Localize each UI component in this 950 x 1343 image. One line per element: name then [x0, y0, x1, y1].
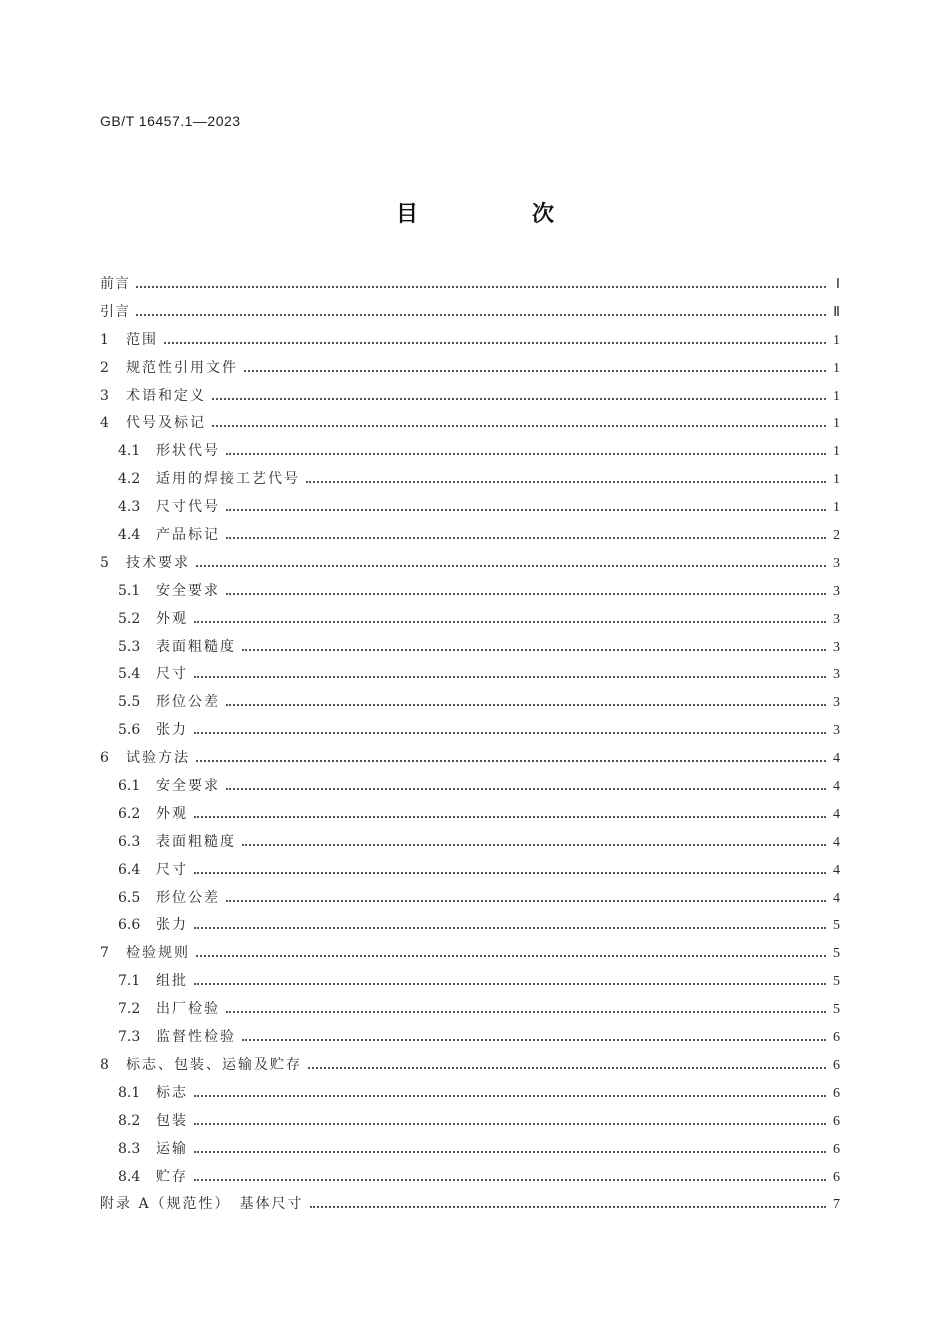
toc-entry-number: 4.3	[118, 499, 141, 516]
toc-entry-number: 1	[100, 331, 109, 348]
toc-entry[interactable]	[100, 1191, 840, 1219]
dot-leader	[306, 480, 826, 483]
toc-entry-page: 4	[833, 806, 840, 822]
toc-entry[interactable]	[100, 968, 840, 996]
dot-leader	[194, 620, 826, 623]
toc-entry[interactable]	[100, 661, 840, 689]
dot-leader	[194, 815, 826, 818]
dot-leader	[242, 1038, 826, 1041]
toc-entry-number: 5.4	[118, 666, 141, 683]
dot-leader	[308, 1066, 826, 1069]
toc-entry[interactable]	[100, 271, 840, 299]
toc-entry-title: 张力	[156, 722, 188, 739]
toc-entry-title: 前言	[100, 276, 130, 292]
toc-entry-title: 适用的焊接工艺代号	[156, 471, 300, 488]
toc-entry-page: Ⅰ	[835, 277, 840, 292]
toc-entry[interactable]	[100, 299, 840, 327]
toc-entry-page: 5	[833, 946, 840, 962]
toc-entry[interactable]	[100, 606, 840, 634]
dot-leader	[244, 369, 826, 372]
toc-entry-number: 8.1	[118, 1084, 141, 1101]
toc-entry-page: 6	[833, 1113, 840, 1129]
toc-entry-number: 4.2	[118, 471, 141, 488]
toc-entry[interactable]	[100, 578, 840, 606]
toc-entry-page: 3	[833, 667, 840, 683]
toc-entry-page: 4	[833, 890, 840, 906]
toc-entry-title: 出厂检验	[156, 1001, 220, 1018]
dot-leader	[212, 397, 826, 400]
toc-entry-page: 1	[833, 360, 840, 376]
dot-leader	[226, 899, 826, 902]
toc-entry-title: 标志、包装、运输及贮存	[126, 1056, 302, 1073]
toc-entry-title: 检验规则	[126, 945, 190, 962]
toc-entry-number: 8	[100, 1056, 109, 1073]
toc-entry[interactable]	[100, 912, 840, 940]
toc-entry-page: 3	[833, 639, 840, 655]
toc-entry[interactable]	[100, 940, 840, 968]
toc-entry-page: 1	[833, 416, 840, 432]
toc-entry[interactable]	[100, 717, 840, 745]
dot-leader	[226, 703, 826, 706]
toc-entry[interactable]	[100, 466, 840, 494]
toc-entry-page: 4	[833, 834, 840, 850]
toc-entry[interactable]	[100, 410, 840, 438]
toc-entry-page: 6	[833, 1169, 840, 1185]
dot-leader	[226, 508, 826, 511]
toc-entry-number: 7.1	[118, 973, 141, 990]
toc-entry-title: 尺寸	[156, 666, 188, 683]
toc-entry[interactable]	[100, 1052, 840, 1080]
toc-entry-page: 1	[833, 388, 840, 404]
toc-entry-page: 3	[833, 611, 840, 627]
dot-leader	[212, 424, 826, 427]
dot-leader	[226, 452, 826, 455]
toc-entry-title: 安全要求	[156, 778, 220, 795]
toc-entry[interactable]	[100, 355, 840, 383]
dot-leader	[194, 871, 826, 874]
toc-entry-title: 表面粗糙度	[156, 638, 236, 655]
toc-entry[interactable]	[100, 1024, 840, 1052]
dot-leader	[194, 982, 826, 985]
toc-entry[interactable]	[100, 1136, 840, 1164]
toc-entry-number: 3	[100, 387, 109, 404]
toc-entry-page: 6	[833, 1030, 840, 1046]
dot-leader	[196, 759, 826, 762]
toc-entry[interactable]	[100, 745, 840, 773]
toc-entry[interactable]	[100, 801, 840, 829]
toc-entry-page: 6	[833, 1141, 840, 1157]
toc-entry[interactable]	[100, 1108, 840, 1136]
dot-leader	[194, 1150, 826, 1153]
dot-leader	[194, 1094, 826, 1097]
toc-entry[interactable]	[100, 494, 840, 522]
toc-entry-title: 代号及标记	[126, 415, 206, 432]
toc-entry-page: 3	[833, 555, 840, 571]
toc-entry[interactable]	[100, 438, 840, 466]
toc-entry[interactable]	[100, 383, 840, 411]
toc-entry[interactable]	[100, 857, 840, 885]
toc-entry-title: 包装	[156, 1112, 188, 1129]
toc-entry-title: 形状代号	[156, 443, 220, 460]
dot-leader	[196, 564, 826, 567]
toc-entry-number: 7.3	[118, 1029, 141, 1046]
toc-entry-number: 4.4	[118, 527, 141, 544]
toc-entry-title: 引言	[100, 303, 130, 320]
toc-entry-title: 表面粗糙度	[156, 833, 236, 850]
toc-entry-title: 规范性引用文件	[126, 359, 238, 376]
toc-entry[interactable]	[100, 996, 840, 1024]
toc-entry-number: 6.3	[118, 833, 141, 850]
toc-entry-page: 4	[833, 779, 840, 795]
toc-entry-title: 运输	[156, 1140, 188, 1157]
toc-entry-title: 标志	[156, 1084, 188, 1101]
dot-leader	[164, 341, 826, 344]
toc-entry-title: 安全要求	[156, 582, 220, 599]
toc-entry-number: 5.2	[118, 610, 141, 627]
toc-entry[interactable]	[100, 327, 840, 355]
toc-entry-title: 术语和定义	[126, 387, 206, 404]
toc-entry-title: 贮存	[156, 1168, 188, 1185]
toc-entry[interactable]	[100, 550, 840, 578]
toc-entry-page: 2	[833, 528, 840, 544]
toc-entry-number: 8.3	[118, 1140, 141, 1157]
toc-entry-title: 形位公差	[156, 694, 220, 711]
toc-entry-number: 6.2	[118, 805, 141, 822]
toc-entry-page: 4	[833, 862, 840, 878]
toc-title: 目 次	[395, 202, 600, 227]
toc-entry-number: 5.5	[118, 694, 141, 711]
dot-leader	[226, 787, 826, 790]
toc-entry-number: 4.1	[118, 443, 141, 460]
toc-entry-title: 尺寸代号	[156, 499, 220, 516]
toc-entry-number: 7	[100, 945, 109, 962]
toc-entry-number: 6.4	[118, 861, 141, 878]
toc-entry[interactable]	[100, 773, 840, 801]
toc-entry-title: 外观	[156, 805, 188, 822]
toc-entry-title: 张力	[156, 917, 188, 934]
dot-leader	[242, 843, 826, 846]
toc-entry[interactable]	[100, 689, 840, 717]
toc-entry-number: 4	[100, 415, 109, 432]
toc-entry-number: 5.1	[118, 582, 141, 599]
toc-entry-number: 7.2	[118, 1001, 141, 1018]
toc-entry-title: 监督性检验	[156, 1029, 236, 1046]
toc-entry-page: 5	[833, 974, 840, 990]
dot-leader	[194, 1178, 826, 1181]
dot-leader	[226, 1010, 826, 1013]
toc-entry-page: 5	[833, 918, 840, 934]
toc-entry-page: 1	[833, 332, 840, 348]
toc-entry[interactable]	[100, 885, 840, 913]
toc-entry-page: 5	[833, 1002, 840, 1018]
toc-entry-number: 6.5	[118, 889, 141, 906]
toc-entry-number: 5.6	[118, 722, 141, 739]
toc-entry-page: 1	[833, 444, 840, 460]
toc-entry-page: Ⅱ	[833, 304, 840, 320]
toc-entry-page: 1	[833, 500, 840, 516]
toc-entry-page: 6	[833, 1057, 840, 1073]
toc-entry-title: 外观	[156, 610, 188, 627]
dot-leader	[194, 731, 826, 734]
toc-entry-number: 6.1	[118, 778, 141, 795]
toc-entry-page: 3	[833, 723, 840, 739]
toc-entry-number: 6	[100, 750, 109, 767]
dot-leader	[196, 954, 826, 957]
toc-entry-number: 5	[100, 554, 109, 571]
dot-leader	[194, 1122, 826, 1125]
toc-entry-page: 7	[833, 1197, 840, 1213]
dot-leader	[136, 313, 826, 316]
dot-leader	[226, 592, 826, 595]
toc-entry-page: 3	[833, 583, 840, 599]
toc-entry-number: 2	[100, 359, 109, 376]
toc-entry[interactable]	[100, 1080, 840, 1108]
toc-entry-title: 附录 A（规范性） 基体尺寸	[100, 1196, 304, 1213]
toc-entry-page: 1	[833, 472, 840, 488]
toc-entry[interactable]	[100, 1164, 840, 1192]
toc-entry-number: 8.4	[118, 1168, 141, 1185]
toc-entry-title: 范围	[126, 331, 158, 348]
toc-entry-title: 尺寸	[156, 861, 188, 878]
toc-entry-page: 4	[833, 751, 840, 767]
toc-entry-number: 8.2	[118, 1112, 141, 1129]
toc-entry-title: 技术要求	[126, 554, 190, 571]
toc-entry-title: 产品标记	[156, 527, 220, 544]
standard-number: GB/T 16457.1—2023	[100, 113, 241, 129]
toc-entry-title: 形位公差	[156, 889, 220, 906]
toc-entry-title: 试验方法	[126, 750, 190, 767]
toc-entry-page: 6	[833, 1085, 840, 1101]
toc-entry[interactable]	[100, 829, 840, 857]
toc-entry-number: 6.6	[118, 917, 141, 934]
toc-entry[interactable]	[100, 634, 840, 662]
toc-entry-page: 3	[833, 695, 840, 711]
toc-entry-title: 组批	[156, 973, 188, 990]
dot-leader	[194, 926, 826, 929]
dot-leader	[194, 675, 826, 678]
dot-leader	[226, 536, 826, 539]
table-of-contents	[100, 271, 840, 1219]
toc-entry[interactable]	[100, 522, 840, 550]
toc-entry-number: 5.3	[118, 638, 141, 655]
dot-leader	[310, 1205, 826, 1208]
dot-leader	[136, 285, 826, 288]
dot-leader	[242, 648, 826, 651]
